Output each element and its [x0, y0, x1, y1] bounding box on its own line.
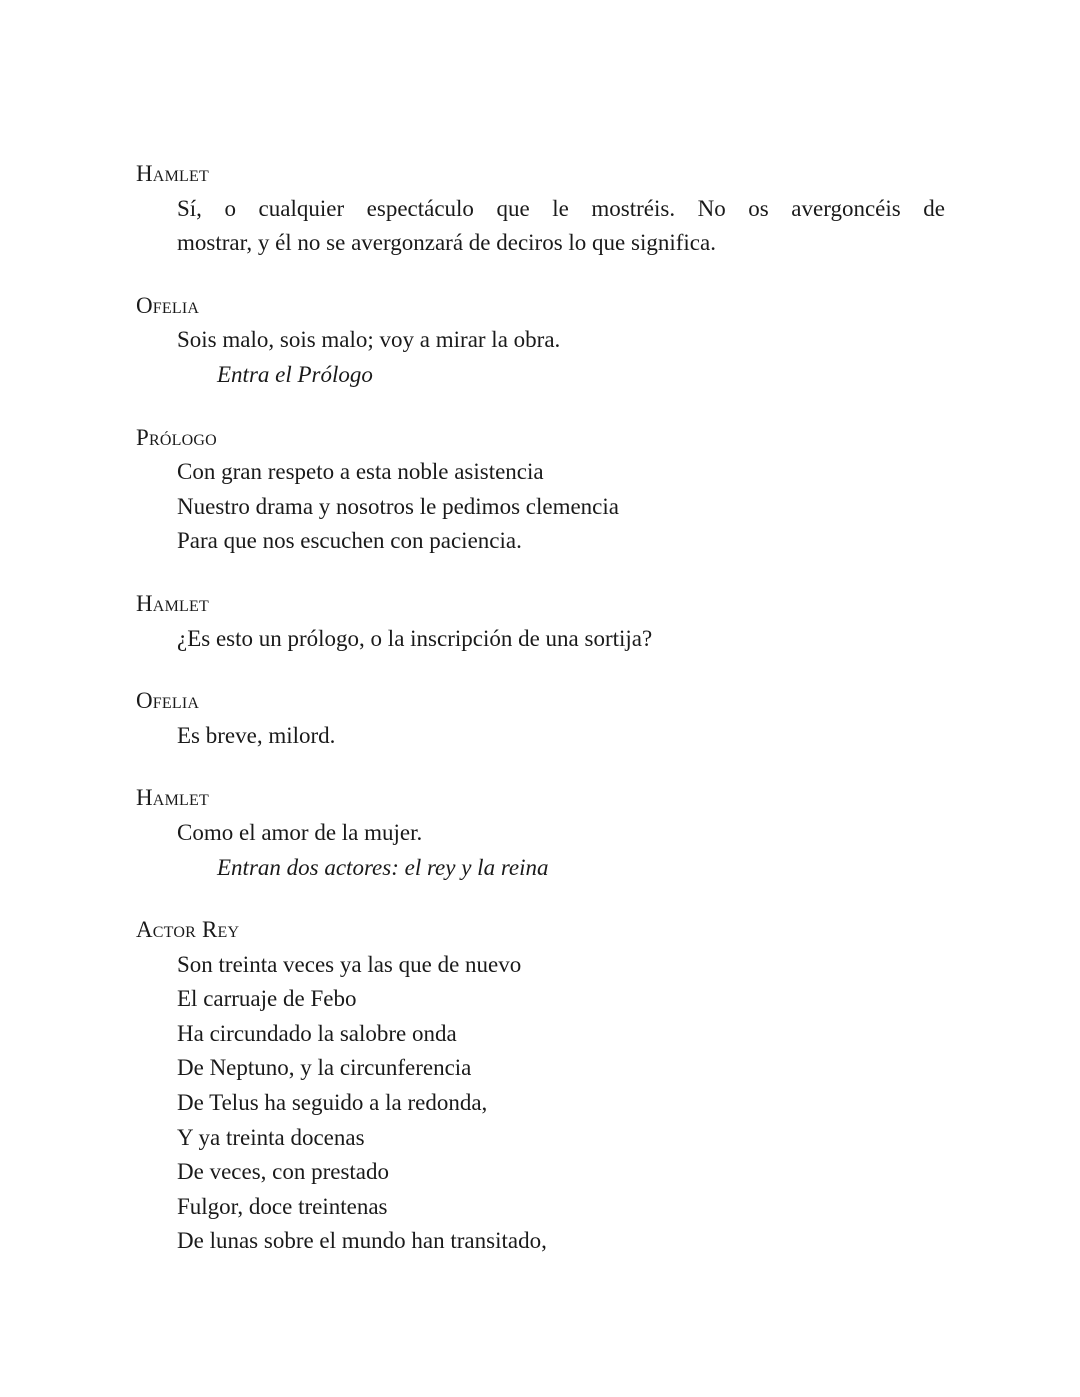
- dialogue-line: Sí, o cualquier espectáculo que le mostréis. No os avergoncéis de: [177, 195, 945, 221]
- dialogue-line: Con gran respeto a esta noble asistencia: [177, 459, 544, 485]
- dialogue-line: mostrar, y él no se avergonzará de deciros lo que significa.: [177, 230, 716, 256]
- dialogue-line: Para que nos escuchen con paciencia.: [177, 528, 522, 554]
- speech-block: [136, 913, 945, 1259]
- speech-block: [136, 587, 945, 656]
- speech-block: [136, 289, 945, 393]
- dialogue-line: Ha circundado la salobre onda: [177, 1020, 457, 1046]
- speaker-name: Ofelia: [136, 292, 200, 318]
- dialogue-line: De Telus ha seguido a la redonda,: [177, 1090, 488, 1116]
- script-content: [136, 157, 945, 1287]
- stage-direction: Entran dos actores: el rey y la reina: [217, 854, 549, 880]
- speech-block: [136, 157, 945, 261]
- speaker-name: Hamlet: [136, 590, 209, 616]
- dialogue-line: El carruaje de Febo: [177, 986, 357, 1012]
- dialogue-line: Y ya treinta docenas: [177, 1124, 365, 1150]
- speech-block: [136, 684, 945, 753]
- speaker-name: Actor Rey: [136, 917, 240, 943]
- dialogue-line: Como el amor de la mujer.: [177, 819, 423, 845]
- stage-direction: Entra el Prólogo: [217, 361, 373, 387]
- dialogue-line: Son treinta veces ya las que de nuevo: [177, 951, 522, 977]
- dialogue-line: ¿Es esto un prólogo, o la inscripción de una sortija?: [177, 625, 653, 651]
- dialogue-line: De lunas sobre el mundo han transitado,: [177, 1228, 547, 1254]
- dialogue-line: De veces, con prestado: [177, 1159, 390, 1185]
- speaker-name: Hamlet: [136, 785, 209, 811]
- dialogue-line: Fulgor, doce treintenas: [177, 1193, 388, 1219]
- speech-block: [136, 421, 945, 559]
- dialogue-line: De Neptuno, y la circunferencia: [177, 1055, 472, 1081]
- dialogue-line: Es breve, milord.: [177, 722, 336, 748]
- speaker-name: Hamlet: [136, 161, 209, 186]
- speaker-name: Ofelia: [136, 688, 200, 714]
- dialogue-line: Nuestro drama y nosotros le pedimos clemencia: [177, 493, 619, 519]
- speech-block: [136, 781, 945, 885]
- speaker-name: Prólogo: [136, 424, 217, 450]
- dialogue-line: Sois malo, sois malo; voy a mirar la obra.: [177, 327, 561, 353]
